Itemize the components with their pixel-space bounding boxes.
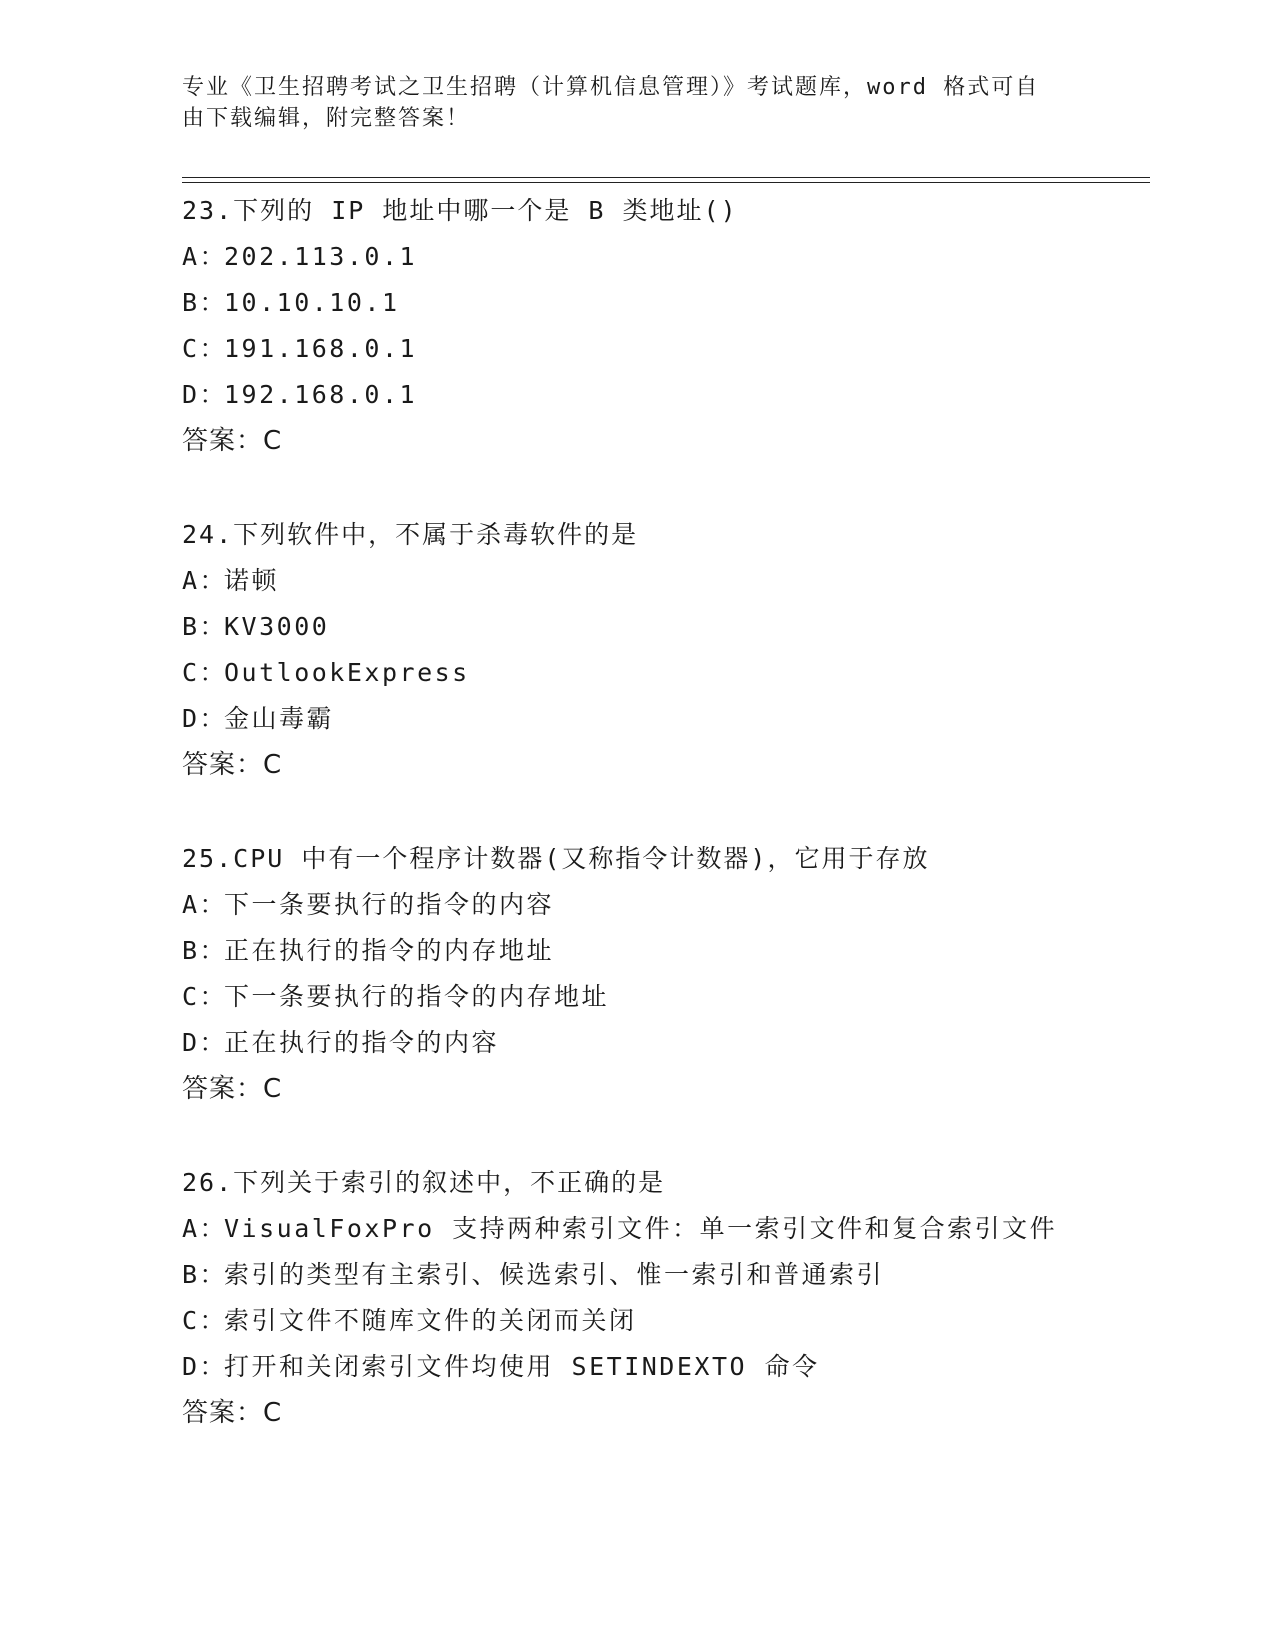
option-b <box>182 928 1142 974</box>
option-d <box>182 372 1142 418</box>
option-text: 索引的类型有主索引、候选索引、惟一索引和普通索引 <box>224 1260 885 1289</box>
answer-line: 答案：C <box>182 1074 283 1104</box>
option-text: 192.168.0.1 <box>224 380 418 409</box>
option-text: 正在执行的指令的内容 <box>224 1028 500 1057</box>
option-key: A： <box>182 242 228 271</box>
question-block <box>182 512 1142 788</box>
option-key: D： <box>182 1028 228 1057</box>
answer-line: 答案：C <box>182 750 283 780</box>
option-text: OutlookExpress <box>224 658 470 687</box>
question-block <box>182 836 1142 1112</box>
option-key: A： <box>182 566 228 595</box>
option-b <box>182 280 1142 326</box>
question-block <box>182 1160 1142 1436</box>
question-title: 23.下列的 IP 地址中哪一个是 B 类地址() <box>182 196 738 225</box>
option-text: 10.10.10.1 <box>224 288 400 317</box>
question-block <box>182 188 1142 464</box>
option-key: C： <box>182 334 228 363</box>
option-a <box>182 234 1142 280</box>
question-title: 26.下列关于索引的叙述中，不正确的是 <box>182 1168 666 1197</box>
answer-line: 答案：C <box>182 1398 283 1428</box>
option-c <box>182 1298 1142 1344</box>
option-d <box>182 1020 1142 1066</box>
option-key: C： <box>182 1306 228 1335</box>
option-text: 正在执行的指令的内存地址 <box>224 936 555 965</box>
question-title: 25.CPU 中有一个程序计数器(又称指令计数器)，它用于存放 <box>182 844 930 873</box>
option-key: D： <box>182 704 228 733</box>
option-text: 202.113.0.1 <box>224 242 418 271</box>
header-divider-top <box>182 177 1150 178</box>
question-title: 24.下列软件中，不属于杀毒软件的是 <box>182 520 639 549</box>
option-d <box>182 1344 1142 1390</box>
option-key: B： <box>182 612 228 641</box>
header-line-1: 专业《卫生招聘考试之卫生招聘（计算机信息管理）》考试题库，word 格式可自 <box>182 75 1040 100</box>
option-a <box>182 1206 1142 1252</box>
option-b <box>182 1252 1142 1298</box>
option-text: 打开和关闭索引文件均使用 SETINDEXTO 命令 <box>224 1352 820 1381</box>
option-text: 金山毒霸 <box>224 704 335 733</box>
option-key: A： <box>182 1214 228 1243</box>
option-key: D： <box>182 1352 228 1381</box>
option-key: A： <box>182 890 228 919</box>
option-text: KV3000 <box>224 612 330 641</box>
option-key: B： <box>182 936 228 965</box>
option-text: 索引文件不随库文件的关闭而关闭 <box>224 1306 637 1335</box>
document-header <box>182 72 1062 134</box>
header-divider-bottom <box>182 182 1150 183</box>
option-c <box>182 650 1142 696</box>
option-key: D： <box>182 380 228 409</box>
option-c <box>182 326 1142 372</box>
option-text: VisualFoxPro 支持两种索引文件：单一索引文件和复合索引文件 <box>224 1214 1058 1243</box>
option-text: 诺顿 <box>224 566 280 595</box>
option-c <box>182 974 1142 1020</box>
option-a <box>182 558 1142 604</box>
option-key: C： <box>182 658 228 687</box>
option-key: C： <box>182 982 228 1011</box>
option-text: 191.168.0.1 <box>224 334 418 363</box>
option-a <box>182 882 1142 928</box>
answer-line: 答案：C <box>182 426 283 456</box>
option-d <box>182 696 1142 742</box>
option-key: B： <box>182 288 228 317</box>
option-key: B： <box>182 1260 228 1289</box>
option-b <box>182 604 1142 650</box>
question-list <box>182 188 1142 1484</box>
option-text: 下一条要执行的指令的内容 <box>224 890 555 919</box>
header-line-2: 由下载编辑，附完整答案！ <box>182 106 471 131</box>
option-text: 下一条要执行的指令的内存地址 <box>224 982 610 1011</box>
